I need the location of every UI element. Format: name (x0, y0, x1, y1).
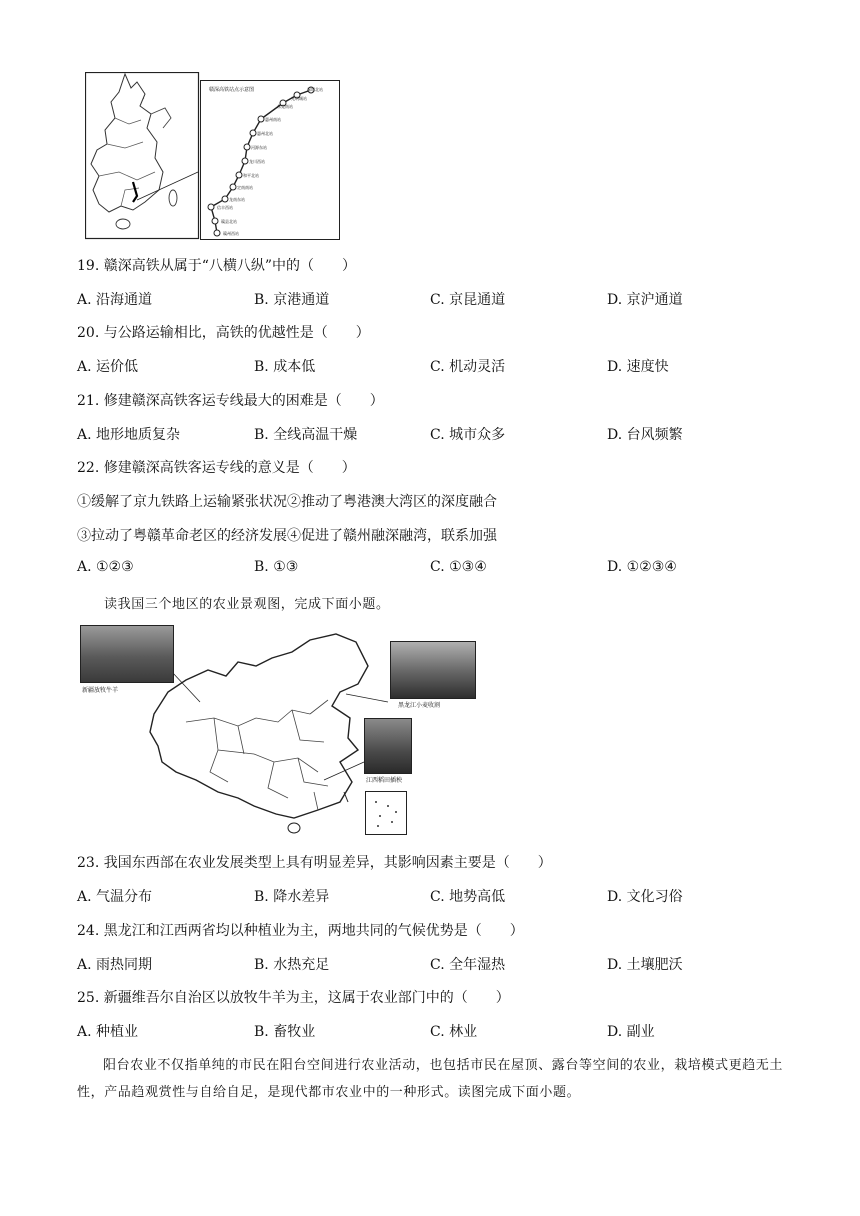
question-stem: 20. 与公路运输相比，高铁的优越性是（ ） (77, 325, 370, 341)
option-b[interactable]: B. 降水差异 (254, 889, 330, 905)
inset-islands (366, 792, 406, 834)
option-b[interactable]: B. ①③ (254, 559, 299, 575)
station-label: 惠州北站 (257, 131, 273, 136)
station-label: 龙川西站 (249, 159, 265, 164)
option-d[interactable]: D. 文化习俗 (607, 889, 683, 905)
option-d[interactable]: D. 速度快 (607, 359, 669, 375)
option-a[interactable]: A. 地形地质复杂 (77, 427, 181, 443)
station-label: 河源东站 (251, 145, 267, 150)
option-d[interactable]: D. 京沪通道 (607, 292, 683, 308)
photo-xinjiang (80, 625, 174, 683)
route-title: 赣深高铁站点示意图 (209, 87, 255, 93)
option-d[interactable]: D. ①②③④ (607, 559, 677, 575)
station-label: 赣州西站 (223, 231, 239, 236)
question-stem: 19. 赣深高铁从属于“八横八纵”中的（ ） (77, 258, 357, 274)
route-line (201, 81, 339, 239)
option-a[interactable]: A. 运价低 (77, 359, 139, 375)
option-b[interactable]: B. 畜牧业 (254, 1024, 316, 1040)
station-label: 惠州南站 (265, 117, 281, 122)
option-b[interactable]: B. 全线高温干燥 (254, 427, 358, 443)
option-b[interactable]: B. 水热充足 (254, 957, 330, 973)
china-locator-map (85, 72, 200, 240)
option-a[interactable]: A. 气温分布 (77, 889, 153, 905)
option-c[interactable]: C. 林业 (430, 1024, 478, 1040)
question-stem: 21. 修建赣深高铁客运专线最大的困难是（ ） (77, 393, 384, 409)
option-a[interactable]: A. 沿海通道 (77, 292, 153, 308)
photo-jiangxi (364, 718, 412, 774)
passage-text: 阳台农业不仅指单纯的市民在阳台空间进行农业活动，也包括市民在屋顶、露台等空间的农业，栽培模式更趋无土性，产品趋观赏性与自给自足，是现代都市农业中的一种形式。读图完成下面小题。 (77, 1058, 784, 1100)
option-c[interactable]: C. ①③④ (430, 559, 487, 575)
statement-line: ①缓解了京九铁路上运输紧张状况②推动了粤港澳大湾区的深度融合 (77, 494, 497, 510)
station-label: 光明城站 (291, 96, 307, 101)
option-a[interactable]: A. 雨热同期 (77, 957, 153, 973)
question-stem: 22. 修建赣深高铁客运专线的意义是（ ） (77, 460, 356, 476)
question-stem: 23. 我国东西部在农业发展类型上具有明显差异，其影响因素主要是（ ） (77, 855, 552, 871)
option-c[interactable]: C. 京昆通道 (430, 292, 506, 308)
question-stem: 24. 黑龙江和江西两省均以种植业为主，两地共同的气候优势是（ ） (77, 923, 524, 939)
option-a[interactable]: A. 种植业 (77, 1024, 139, 1040)
option-d[interactable]: D. 台风频繁 (607, 427, 683, 443)
option-c[interactable]: C. 机动灵活 (430, 359, 506, 375)
photo-label-heilongjiang: 黑龙江小麦收割 (398, 702, 441, 709)
option-d[interactable]: D. 土壤肥沃 (607, 957, 683, 973)
option-c[interactable]: C. 全年湿热 (430, 957, 506, 973)
station-label: 定南南站 (237, 185, 253, 190)
option-b[interactable]: B. 京港通道 (254, 292, 330, 308)
station-label: 龙南东站 (229, 197, 245, 202)
option-c[interactable]: C. 地势高低 (430, 889, 506, 905)
station-label: 东莞南站 (277, 104, 293, 109)
svg-text:·: · (143, 96, 145, 102)
option-b[interactable]: B. 成本低 (254, 359, 316, 375)
south-china-sea-inset (365, 791, 407, 835)
photo-label-xinjiang: 新疆放牧牛羊 (82, 687, 119, 694)
option-a[interactable]: A. ①②③ (77, 559, 134, 575)
statement-line: ③拉动了粤赣革命老区的经济发展④促进了赣州融深融湾，联系加强 (77, 528, 497, 544)
option-c[interactable]: C. 城市众多 (430, 427, 506, 443)
intro-text: 读我国三个地区的农业景观图，完成下面小题。 (104, 597, 390, 612)
question-stem: 25. 新疆维吾尔自治区以放牧牛羊为主，这属于农业部门中的（ ） (77, 990, 510, 1006)
route-diagram (200, 80, 340, 240)
photo-label-jiangxi: 江西稻田插秧 (366, 777, 403, 784)
station-label: 赣县北站 (221, 219, 237, 224)
option-d[interactable]: D. 副业 (607, 1024, 655, 1040)
station-label: 深圳北站 (307, 87, 323, 92)
station-label: 和平北站 (243, 173, 259, 178)
station-label: 信丰西站 (217, 205, 233, 210)
photo-heilongjiang (390, 641, 476, 699)
